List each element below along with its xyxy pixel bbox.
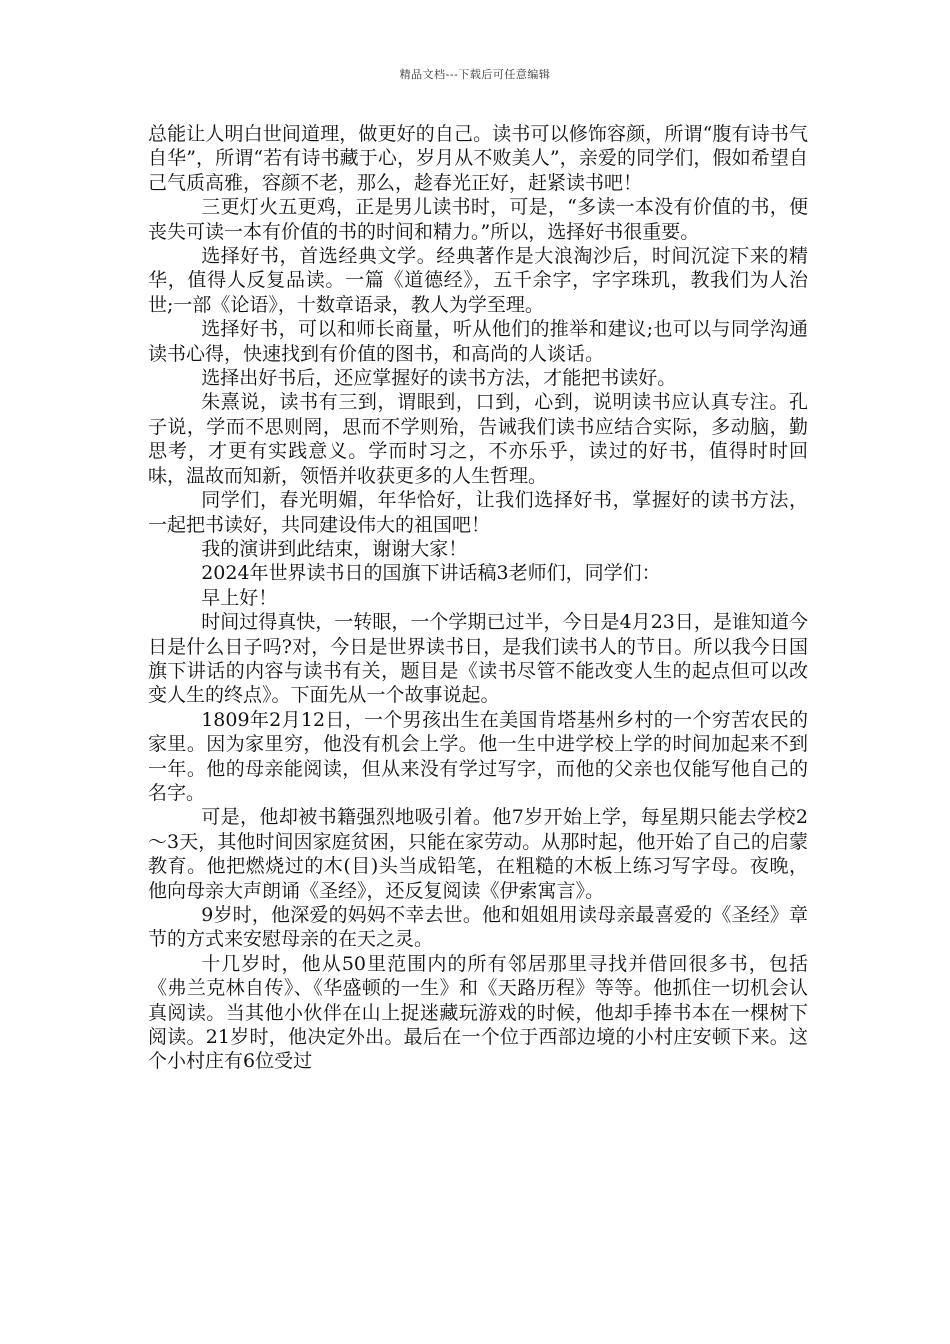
paragraph: 选择出好书后，还应掌握好的读书方法，才能把书读好。 [201, 367, 677, 390]
paragraph: 9岁时，他深爱的妈妈不幸去世。他和姐姐用读母亲最喜爱的《圣经》章节的方式来安慰母亲的在天之灵。 [148, 904, 808, 951]
paragraph: 早上好！ [201, 586, 278, 609]
paragraph: 时间过得真快，一转眼，一个学期已过半，今日是4月23日，是谁知道今日是什么日子吗?对，今日是世界读书日，是我们读书人的节日。所以我今日国旗下讲话的内容与读书有关，题目是《读书尽管不能改变人生的起点但可以改变人生的终点》。下面先从一个故事说起。 [148, 611, 808, 707]
page-header: 精品文档---下载后可任意编辑 [399, 68, 551, 81]
paragraph: 朱熹说，读书有三到，谓眼到，口到，心到，说明读书应认真专注。孔子说，学而不思则罔，思而不学则殆，告诫我们读书应结合实际，多动脑，勤思考，才更有实践意义。学而时习之，不亦乐乎，读过的好书，值得时时回味，温故而知新，领悟并收获更多的人生哲理。 [148, 391, 808, 487]
paragraph: 我的演讲到此结束，谢谢大家！ [201, 537, 468, 560]
paragraph: 选择好书，可以和师长商量，听从他们的推举和建议;也可以与同学沟通读书心得，快速找到有价值的图书，和高尚的人谈话。 [148, 318, 808, 365]
paragraph: 1809年2月12日，一个男孩出生在美国肯塔基州乡村的一个穷苦农民的家里。因为家里穷，他没有机会上学。他一生中进学校上学的时间加起来不到一年。他的母亲能阅读，但从来没有学过写字，而他的父亲也仅能写他自己的名字。 [148, 708, 808, 804]
paragraph: 同学们，春光明媚，年华恰好，让我们选择好书，掌握好的读书方法，一起把书读好，共同建设伟大的祖国吧！ [148, 489, 808, 536]
document-body [148, 122, 808, 1074]
paragraph: 三更灯火五更鸡，正是男儿读书时，可是，“多读一本没有价值的书，便丧失可读一本有价值的书的时间和精力。”所以，选择好书很重要。 [148, 196, 808, 243]
paragraph: 总能让人明白世间道理，做更好的自己。读书可以修饰容颜，所谓“腹有诗书气自华”，所谓“若有诗书藏于心，岁月从不败美人”，亲爱的同学们，假如希望自己气质高雅，容颜不老，那么，趁春光正好，赶紧读书吧！ [148, 123, 808, 194]
paragraph: 十几岁时，他从50里范围内的所有邻居那里寻找并借回很多书，包括《弗兰克林自传》、《华盛顿的一生》和《天路历程》等等。他抓住一切机会认真阅读。当其他小伙伴在山上捉迷藏玩游戏的时候，他却手捧书本在一棵树下阅读。21岁时，他决定外出。最后在一个位于西部边境的小村庄安顿下来。这个小村庄有6位受过 [148, 952, 808, 1073]
paragraph: 选择好书，首选经典文学。经典著作是大浪淘沙后，时间沉淀下来的精华，值得人反复品读。一篇《道德经》，五千余字，字字珠玑，教我们为人治世;一部《论语》，十数章语录，教人为学至理。 [148, 245, 808, 316]
paragraph: 可是，他却被书籍强烈地吸引着。他7岁开始上学，每星期只能去学校2～3天，其他时间因家庭贫困，只能在家劳动。从那时起，他开始了自己的启蒙教育。他把燃烧过的木(目)头当成铅笔，在粗糙的木板上练习写字母。夜晚，他向母亲大声朗诵《圣经》，还反复阅读《伊索寓言》。 [148, 806, 808, 902]
paragraph: 2024年世界读书日的国旗下讲话稿3老师们，同学们： [201, 562, 661, 585]
